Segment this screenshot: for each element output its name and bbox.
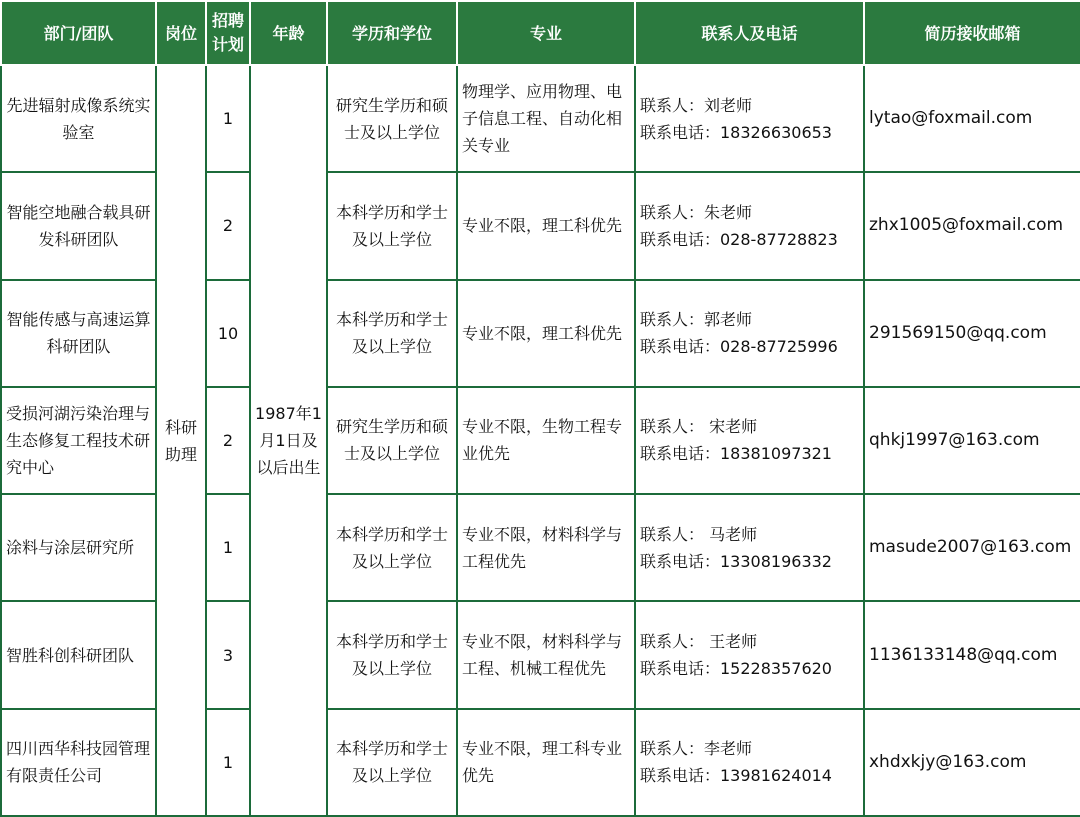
education-cell: 本科学历和学士及以上学位 bbox=[327, 280, 457, 387]
major-cell: 物理学、应用物理、电子信息工程、自动化相关专业 bbox=[457, 65, 635, 172]
header-email: 简历接收邮箱 bbox=[864, 1, 1080, 65]
contact-person: 联系人：刘老师 bbox=[640, 95, 753, 115]
contact-cell bbox=[635, 65, 864, 172]
email-cell: zhx1005@foxmail.com bbox=[864, 172, 1080, 279]
position-cell: 科研助理 bbox=[156, 65, 206, 816]
education-cell: 本科学历和学士及以上学位 bbox=[327, 172, 457, 279]
contact-cell bbox=[635, 280, 864, 387]
contact-cell bbox=[635, 387, 864, 494]
email-cell: 291569150@qq.com bbox=[864, 280, 1080, 387]
email-cell: masude2007@163.com bbox=[864, 494, 1080, 601]
email-cell: 1136133148@qq.com bbox=[864, 601, 1080, 708]
education-cell: 本科学历和学士及以上学位 bbox=[327, 601, 457, 708]
contact-person: 联系人： 马老师 bbox=[640, 524, 758, 544]
dept-cell: 先进辐射成像系统实验室 bbox=[1, 65, 156, 172]
contact-phone: 联系电话：13308196332 bbox=[640, 551, 832, 571]
count-cell: 1 bbox=[206, 709, 250, 816]
dept-cell: 涂料与涂层研究所 bbox=[1, 494, 156, 601]
table-row bbox=[1, 65, 1080, 172]
major-cell: 专业不限，材料科学与工程、机械工程优先 bbox=[457, 601, 635, 708]
header-position: 岗位 bbox=[156, 1, 206, 65]
age-cell: 1987年1月1日及以后出生 bbox=[250, 65, 327, 816]
contact-phone: 联系电话：15228357620 bbox=[640, 659, 832, 679]
dept-cell: 智胜科创科研团队 bbox=[1, 601, 156, 708]
header-plan-line2: 计划 bbox=[211, 35, 244, 54]
contact-person: 联系人： 王老师 bbox=[640, 632, 758, 652]
header-education: 学历和学位 bbox=[327, 1, 457, 65]
major-cell: 专业不限，生物工程专业优先 bbox=[457, 387, 635, 494]
count-cell: 1 bbox=[206, 494, 250, 601]
header-plan-line1: 招聘 bbox=[211, 11, 244, 30]
contact-phone: 联系电话：18326630653 bbox=[640, 122, 832, 142]
count-cell: 1 bbox=[206, 65, 250, 172]
education-cell: 本科学历和学士及以上学位 bbox=[327, 494, 457, 601]
header-age: 年龄 bbox=[250, 1, 327, 65]
contact-person: 联系人： 宋老师 bbox=[640, 417, 758, 437]
contact-person: 联系人：李老师 bbox=[640, 739, 753, 759]
contact-person: 联系人：朱老师 bbox=[640, 202, 753, 222]
email-cell: xhdxkjy@163.com bbox=[864, 709, 1080, 816]
header-plan bbox=[206, 1, 250, 65]
contact-phone: 联系电话：13981624014 bbox=[640, 766, 832, 786]
contact-cell bbox=[635, 172, 864, 279]
major-cell: 专业不限，理工科专业优先 bbox=[457, 709, 635, 816]
dept-cell: 受损河湖污染治理与生态修复工程技术研究中心 bbox=[1, 387, 156, 494]
education-cell: 本科学历和学士及以上学位 bbox=[327, 709, 457, 816]
count-cell: 10 bbox=[206, 280, 250, 387]
contact-cell bbox=[635, 494, 864, 601]
count-cell: 3 bbox=[206, 601, 250, 708]
count-cell: 2 bbox=[206, 387, 250, 494]
email-cell: qhkj1997@163.com bbox=[864, 387, 1080, 494]
contact-phone: 联系电话：028-87728823 bbox=[640, 229, 838, 249]
contact-person: 联系人：郭老师 bbox=[640, 310, 753, 330]
major-cell: 专业不限，理工科优先 bbox=[457, 280, 635, 387]
contact-phone: 联系电话：18381097321 bbox=[640, 444, 832, 464]
count-cell: 2 bbox=[206, 172, 250, 279]
education-cell: 研究生学历和硕士及以上学位 bbox=[327, 387, 457, 494]
dept-cell: 四川西华科技园管理有限责任公司 bbox=[1, 709, 156, 816]
dept-cell: 智能空地融合载具研发科研团队 bbox=[1, 172, 156, 279]
contact-cell bbox=[635, 709, 864, 816]
major-cell: 专业不限，材料科学与工程优先 bbox=[457, 494, 635, 601]
major-cell: 专业不限，理工科优先 bbox=[457, 172, 635, 279]
dept-cell: 智能传感与高速运算科研团队 bbox=[1, 280, 156, 387]
email-cell: lytao@foxmail.com bbox=[864, 65, 1080, 172]
contact-cell bbox=[635, 601, 864, 708]
header-row bbox=[1, 1, 1080, 65]
header-dept: 部门/团队 bbox=[1, 1, 156, 65]
education-cell: 研究生学历和硕士及以上学位 bbox=[327, 65, 457, 172]
contact-phone: 联系电话：028-87725996 bbox=[640, 337, 838, 357]
header-contact: 联系人及电话 bbox=[635, 1, 864, 65]
header-major: 专业 bbox=[457, 1, 635, 65]
